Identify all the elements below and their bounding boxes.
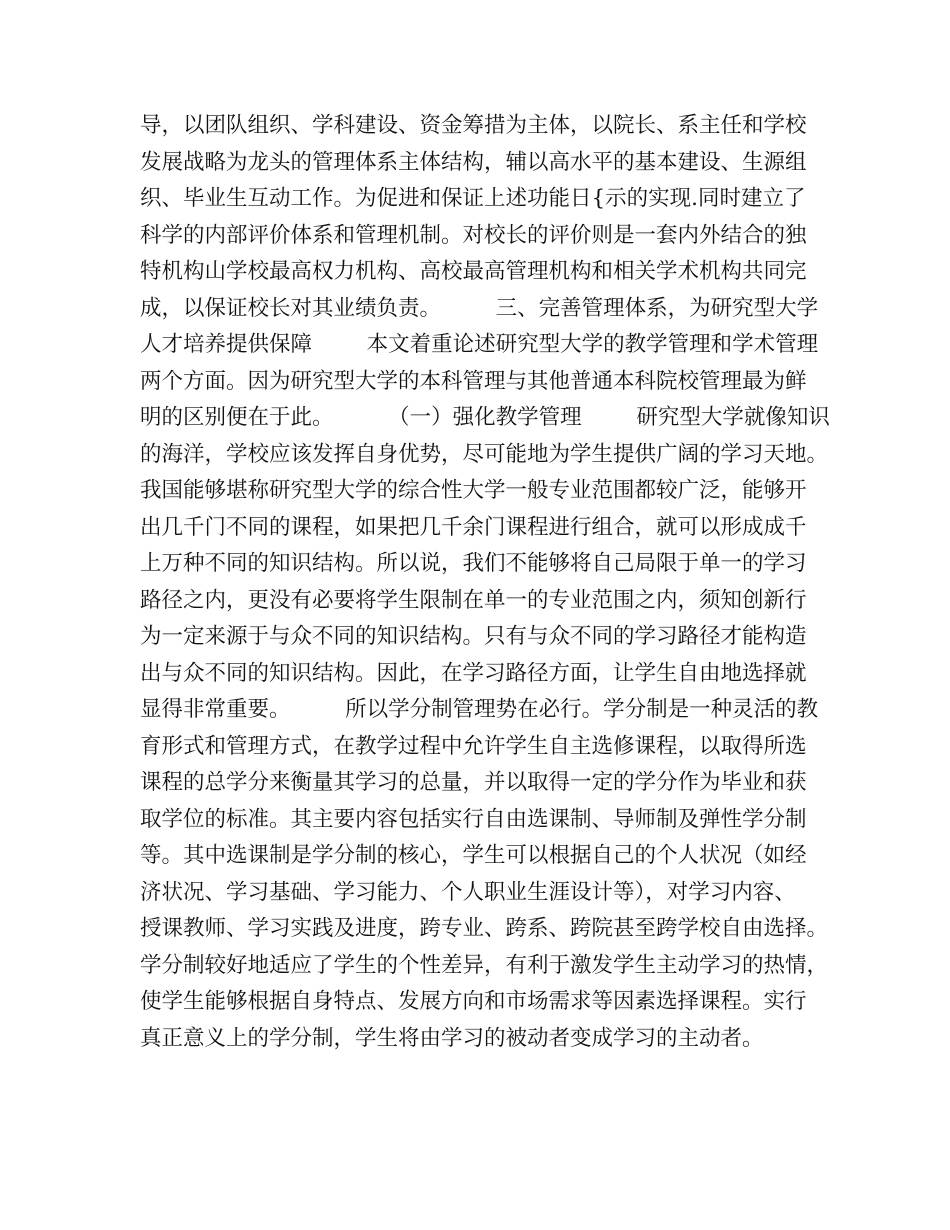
text-line: 人才培养提供保障 本文着重论述研究型大学的教学管理和学术管理: [140, 332, 819, 357]
body-text: [140, 108, 830, 1057]
text-line: 两个方面。因为研究型大学的本科管理与其他普通本科院校管理最为鲜: [140, 368, 807, 394]
text-line: 明的区别便在于此。 （一）强化教学管理 研究型大学就像知识: [140, 405, 830, 430]
text-line: 为一定来源于与众不同的知识结构。只有与众不同的学习路径才能构造: [140, 624, 807, 649]
text-line: 发展战略为龙头的管理体系主体结构，辅以高水平的基本建设、生源组: [140, 149, 807, 175]
text-line: 科学的内部评价体系和管理机制。对校长的评价则是一套内外结合的独: [140, 222, 807, 248]
text-line: 成，以保证校长对其业绩负责。 三、完善管理体系，为研究型大学: [140, 295, 819, 321]
text-line: 显得非常重要。 所以学分制管理势在必行。学分制是一种灵活的教: [140, 697, 819, 722]
text-line: 特机构山学校最高权力机构、高校最高管理机构和相关学术机构共同完: [140, 259, 807, 284]
text-line: 使学生能够根据自身特点、发展方向和市场需求等因素选择课程。实行: [140, 989, 807, 1014]
text-line: 育形式和管理方式，在教学过程中允许学生自主选修课程，以取得所选: [140, 733, 807, 759]
text-line: 学分制较好地适应了学生的个性差异，有利于激发学生主动学习的热情，: [140, 952, 829, 978]
text-line: 授课教师、学习实践及进度，跨专业、跨系、跨院甚至跨学校自由选择。: [140, 916, 829, 941]
text-line: 课程的总学分来衡量其学习的总量，并以取得一定的学分作为毕业和获: [140, 770, 807, 795]
text-line: 路径之内，更没有必要将学生限制在单一的专业范围之内，须知创新行: [140, 587, 807, 613]
text-line: 的海洋，学校应该发挥自身优势，尽可能地为学生提供广阔的学习天地。: [140, 441, 829, 467]
text-line: 导，以团队组织、学科建设、资金筹措为主体，以院长、系主任和学校: [140, 113, 807, 138]
text-line: 真正意义上的学分制，学生将由学习的被动者变成学习的主动者。: [140, 1025, 764, 1051]
text-line: 织、毕业生互动工作。为促进和保证上述功能日{示的实现.同时建立了: [140, 186, 806, 211]
text-line: 出几千门不同的课程，如果把几千余门课程进行组合，就可以形成成千: [140, 514, 807, 540]
text-line: 取学位的标准。其主要内容包括实行自由选课制、导师制及弹性学分制: [140, 806, 807, 832]
text-line: 出与众不同的知识结构。因此，在学习路径方面，让学生自由地选择就: [140, 660, 807, 686]
text-line: 等。其中选课制是学分制的核心，学生可以根据自己的个人状况（如经: [140, 843, 807, 868]
text-line: 上万种不同的知识结构。所以说，我们不能够将自己局限于单一的学习: [140, 551, 807, 576]
text-line: 我国能够堪称研究型大学的综合性大学一般专业范围都较广泛，能够开: [140, 478, 807, 503]
text-line: 济状况、学习基础、学习能力、个人职业生涯设计等），对学习内容、: [140, 879, 796, 905]
